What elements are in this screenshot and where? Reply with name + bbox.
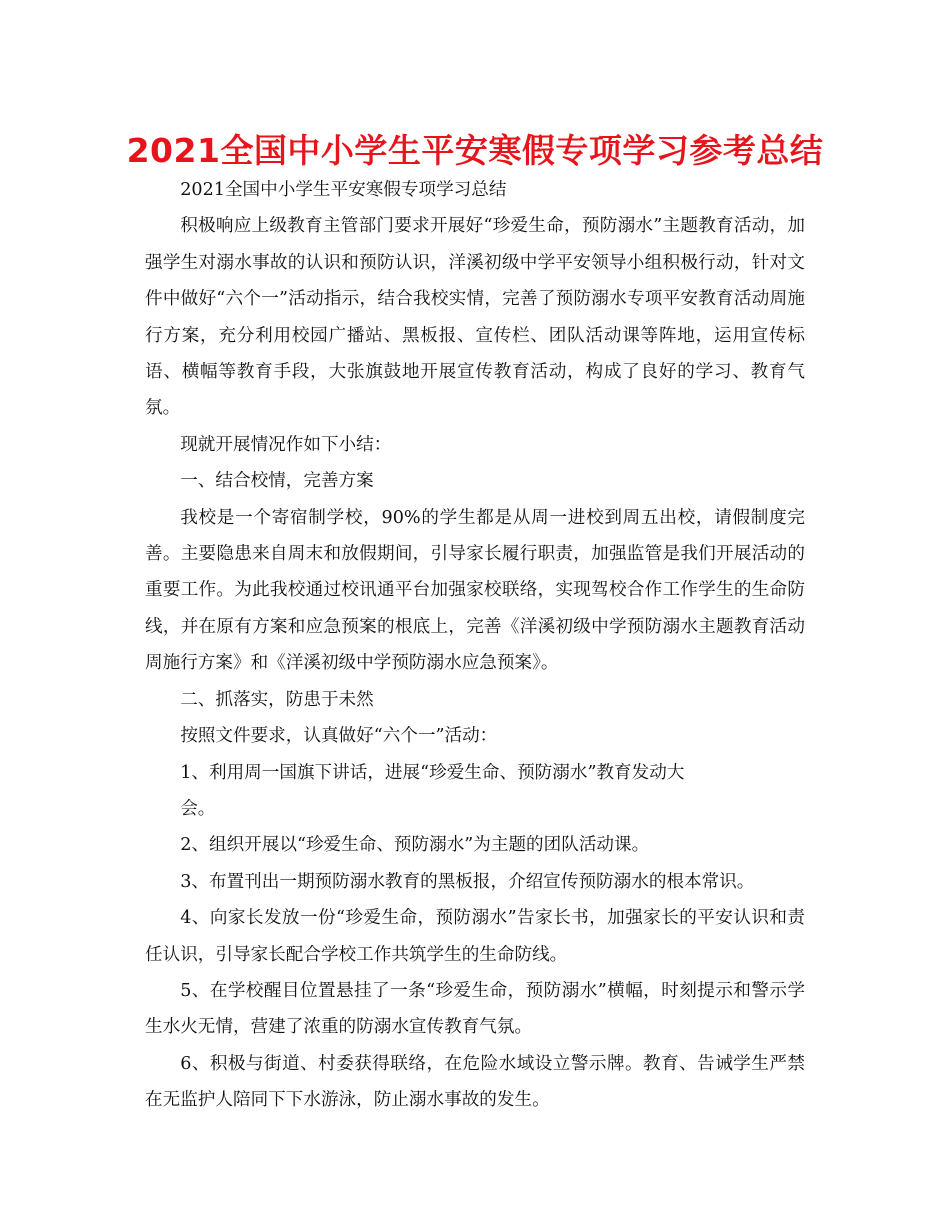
document-body xyxy=(145,172,805,1119)
paragraph-intro: 积极响应上级教育主管部门要求开展好“珍爱生命，预防溺水”主题教育活动，加强学生对溺水事故的认识和预防认识，洋溪初级中学平安领导小组积极行动，针对文件中做好“六个一”活动指示，结合我校实情，完善了预防溺水专项平安教育活动周施行方案，充分利用校园广播站、黑板报、宣传栏、团队活动课等阵地，运用宣传标语、横幅等教育手段，大张旗鼓地开展宣传教育活动，构成了良好的学习、教育气氛。 xyxy=(145,216,805,419)
paragraph-summary-lead: 现就开展情况作如下小结： xyxy=(180,434,392,455)
section-heading-1: 一、结合校情，完善方案 xyxy=(180,471,374,492)
list-item-2: 2、组织开展以“珍爱生命、预防溺水”为主题的团队活动课。 xyxy=(180,835,650,856)
list-item-6: 6、积极与街道、村委获得联络，在危险水域设立警示牌。教育、告诫学生严禁在无监护人陪同下下水游泳，防止溺水事故的发生。 xyxy=(145,1053,805,1111)
section-heading-2: 二、抓落实，防患于未然 xyxy=(180,689,374,710)
list-item-1-continuation: 会。 xyxy=(180,798,216,819)
document-title: 2021全国中小学生平安寒假专项学习参考总结 xyxy=(126,131,824,170)
list-item-3: 3、布置刊出一期预防溺水教育的黑板报，介绍宣传预防溺水的根本常识。 xyxy=(180,871,755,892)
list-item-1: 1、利用周一国旗下讲话，进展“珍爱生命、预防溺水”教育发动大 xyxy=(180,762,685,783)
paragraph-section-1: 我校是一个寄宿制学校，90%的学生都是从周一进校到周五出校，请假制度完善。主要隐患来自周末和放假期间，引导家长履行职责，加强监管是我们开展活动的重要工作。为此我校通过校讯通平台加强家校联络，实现驾校合作工作学生的生命防线，并在原有方案和应急预案的根底上，完善《洋溪初级中学预防溺水主题教育活动周施行方案》和《洋溪初级中学预防溺水应急预案》。 xyxy=(145,507,805,674)
paragraph-subtitle: 2021全国中小学生平安寒假专项学习总结 xyxy=(180,180,507,200)
list-item-4: 4、向家长发放一份“珍爱生命，预防溺水”告家长书，加强家长的平安认识和责任认识，引导家长配合学校工作共筑学生的生命防线。 xyxy=(145,908,805,965)
list-item-5: 5、在学校醒目位置悬挂了一条“珍爱生命，预防溺水”横幅，时刻提示和警示学生水火无情，营建了浓重的防溺水宣传教育气氛。 xyxy=(145,980,805,1038)
paragraph-six-activities: 按照文件要求，认真做好“六个一”活动： xyxy=(180,726,498,747)
